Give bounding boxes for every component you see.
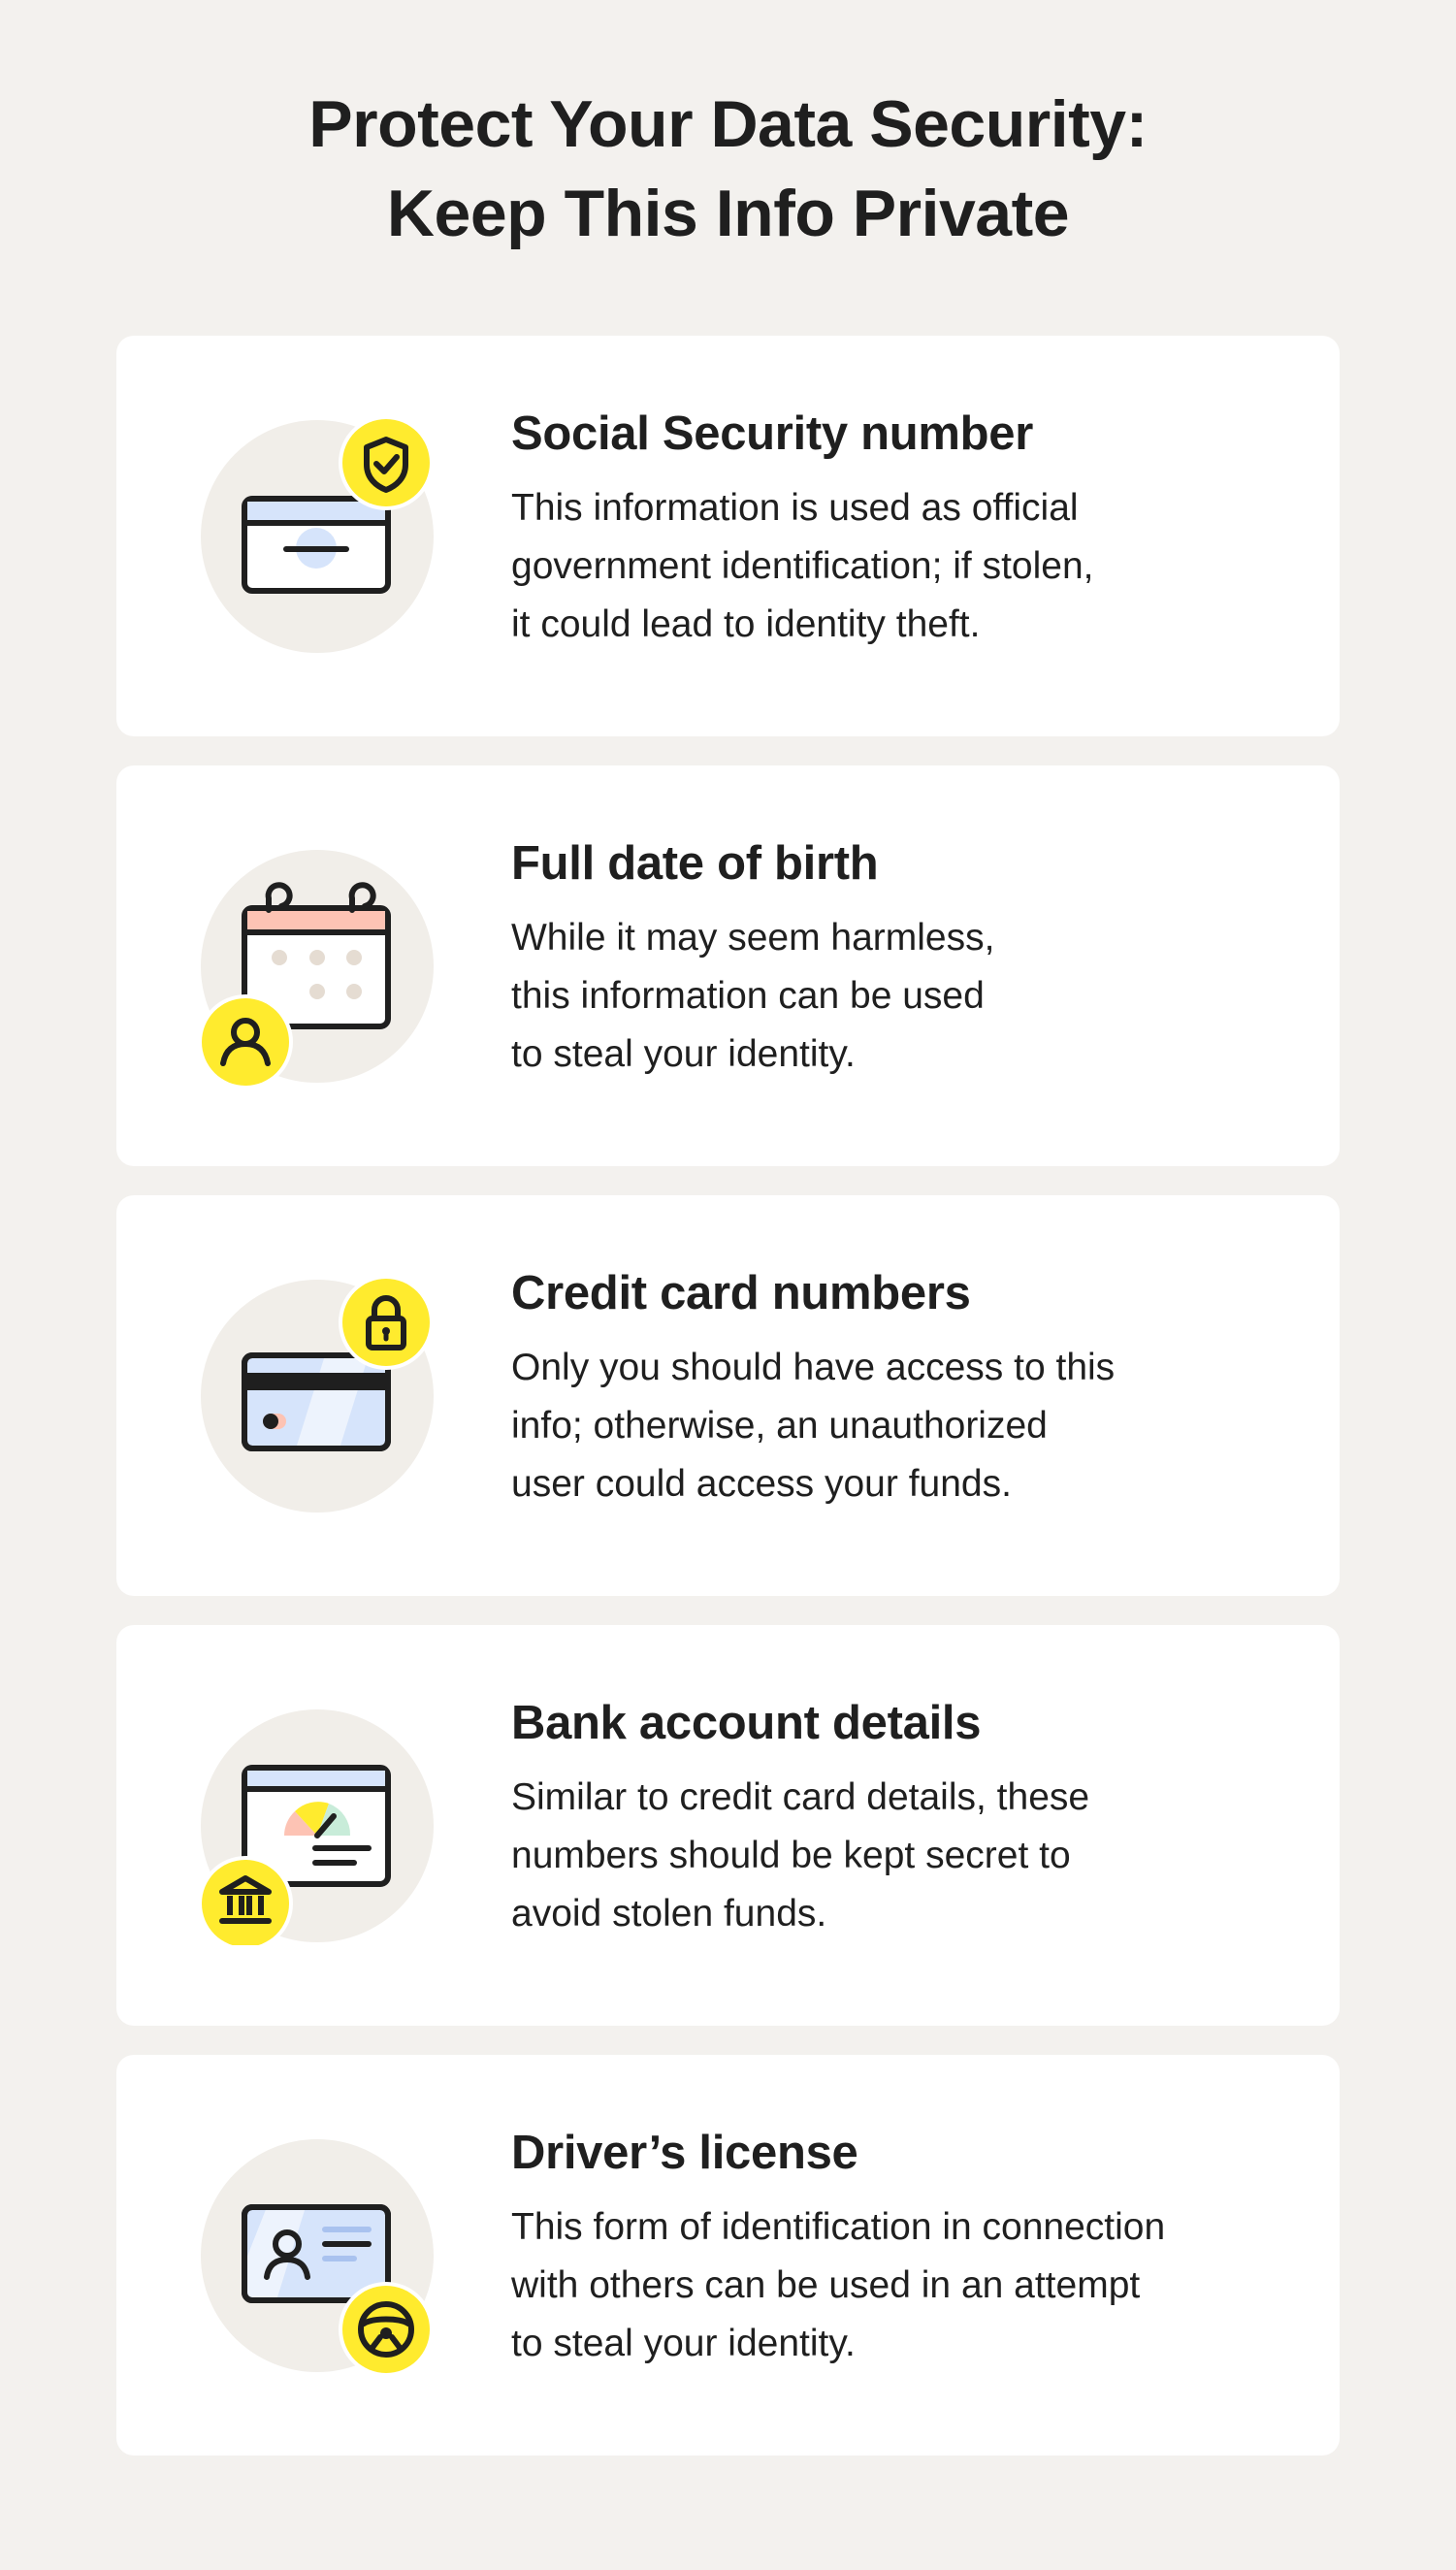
description-line: user could access your funds. xyxy=(511,1463,1012,1505)
info-card-credit-card xyxy=(116,1195,1340,1596)
bank-statement-icon xyxy=(199,1708,437,1945)
description-line: This information is used as official xyxy=(511,487,1079,529)
description-line: Similar to credit card details, these xyxy=(511,1776,1090,1818)
description-line: this information can be used xyxy=(511,975,985,1017)
description-line: it could lead to identity theft. xyxy=(511,603,981,645)
description-line: info; otherwise, an unauthorized xyxy=(511,1405,1048,1447)
card-heading: Full date of birth xyxy=(511,837,879,890)
page-title xyxy=(0,80,1456,258)
info-card-ssn xyxy=(116,336,1340,736)
card-description xyxy=(511,479,1287,654)
page-title-line-2: Keep This Info Private xyxy=(386,177,1070,250)
description-line: While it may seem harmless, xyxy=(511,917,995,959)
id-card-shield-icon xyxy=(199,418,437,656)
calendar-person-icon xyxy=(199,848,437,1086)
card-description xyxy=(511,1769,1287,1943)
card-description xyxy=(511,909,1287,1084)
card-description xyxy=(511,1339,1287,1513)
card-heading: Credit card numbers xyxy=(511,1267,971,1319)
description-line: avoid stolen funds. xyxy=(511,1893,827,1935)
description-line: government identification; if stolen, xyxy=(511,545,1094,587)
description-line: to steal your identity. xyxy=(511,1033,856,1075)
card-heading: Social Security number xyxy=(511,407,1034,460)
info-card-date-of-birth xyxy=(116,765,1340,1166)
description-line: This form of identification in connection xyxy=(511,2206,1166,2248)
card-description xyxy=(511,2198,1287,2373)
drivers-license-wheel-icon xyxy=(199,2137,437,2375)
page-title-line-1: Protect Your Data Security: xyxy=(308,87,1148,161)
card-heading: Bank account details xyxy=(511,1697,982,1749)
info-card-bank-account xyxy=(116,1625,1340,2026)
info-card-drivers-license xyxy=(116,2055,1340,2456)
description-line: Only you should have access to this xyxy=(511,1347,1116,1388)
description-line: numbers should be kept secret to xyxy=(511,1835,1071,1876)
credit-card-lock-icon xyxy=(199,1278,437,1515)
card-heading: Driver’s license xyxy=(511,2127,858,2179)
description-line: to steal your identity. xyxy=(511,2323,856,2364)
description-line: with others can be used in an attempt xyxy=(511,2264,1141,2306)
